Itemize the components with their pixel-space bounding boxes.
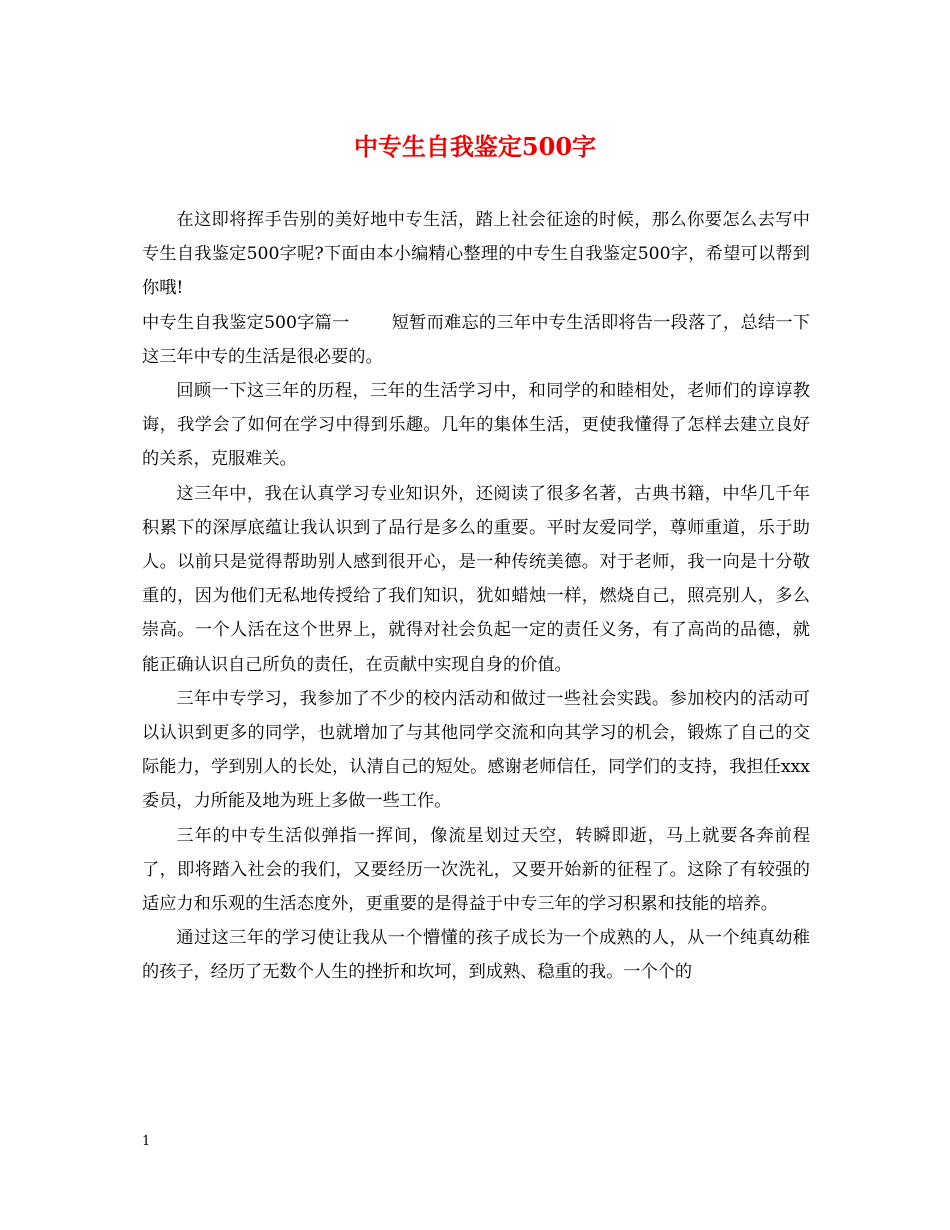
document-title: 中专生自我鉴定500字 [353, 132, 597, 161]
page-number: 1 [142, 1134, 151, 1149]
section-paragraph [142, 306, 810, 374]
body-paragraph-4: 三年的中专生活似弹指一挥间，像流星划过天空，转瞬即逝，马上就要各奔前程了，即将踏入社会的我们，又要经历一次洗礼，又要开始新的征程了。这除了有较强的适应力和乐观的生活态度外，更重要的是得益于中专三年的学习积累和技能的培养。 [142, 825, 810, 915]
body-paragraph-2: 这三年中，我在认真学习专业知识外，还阅读了很多名著，古典书籍，中华几千年积累下的深厚底蕴让我认识到了品行是多么的重要。平时友爱同学，尊师重道，乐于助人。以前只是觉得帮助别人感到很开心，是一种传统美德。对于老师，我一向是十分敬重的，因为他们无私地传授给了我们知识，犹如蜡烛一样，燃烧自己，照亮别人，多么崇高。一个人活在这个世界上，就得对社会负起一定的责任义务，有了高尚的品德，就能正确认识自己所负的责任，在贡献中实现自身的价值。 [142, 483, 810, 675]
section-lead: 短暂而难忘的三年中专生活即将告一段落了，总结一下这三年中专的生活是很必要的。 [142, 312, 810, 367]
section-heading: 中专生自我鉴定500字篇一 [142, 312, 350, 333]
intro-paragraph: 在这即将挥手告别的美好地中专生活，踏上社会征途的时候，那么你要怎么去写中专生自我鉴定500字呢?下面由本小编精心整理的中专生自我鉴定500字，希望可以帮到你哦! [142, 210, 810, 299]
body-paragraph-5: 通过这三年的学习使让我从一个懵懂的孩子成长为一个成熟的人，从一个纯真幼稚的孩子，经历了无数个人生的挫折和坎坷，到成熟、稳重的我。一个个的 [142, 928, 810, 983]
body-paragraph-3: 三年中专学习，我参加了不少的校内活动和做过一些社会实践。参加校内的活动可以认识到更多的同学，也就增加了与其他同学交流和向其学习的机会，锻炼了自己的交际能力，学到别人的长处，认清自己的短处。感谢老师信任，同学们的支持，我担任xxx委员，力所能及地为班上多做一些工作。 [142, 688, 810, 812]
document-body [142, 203, 810, 990]
body-paragraph-1: 回顾一下这三年的历程，三年的生活学习中，和同学的和睦相处，老师们的谆谆教诲，我学会了如何在学习中得到乐趣。几年的集体生活，更使我懂得了怎样去建立良好的关系，克服难关。 [142, 381, 810, 470]
